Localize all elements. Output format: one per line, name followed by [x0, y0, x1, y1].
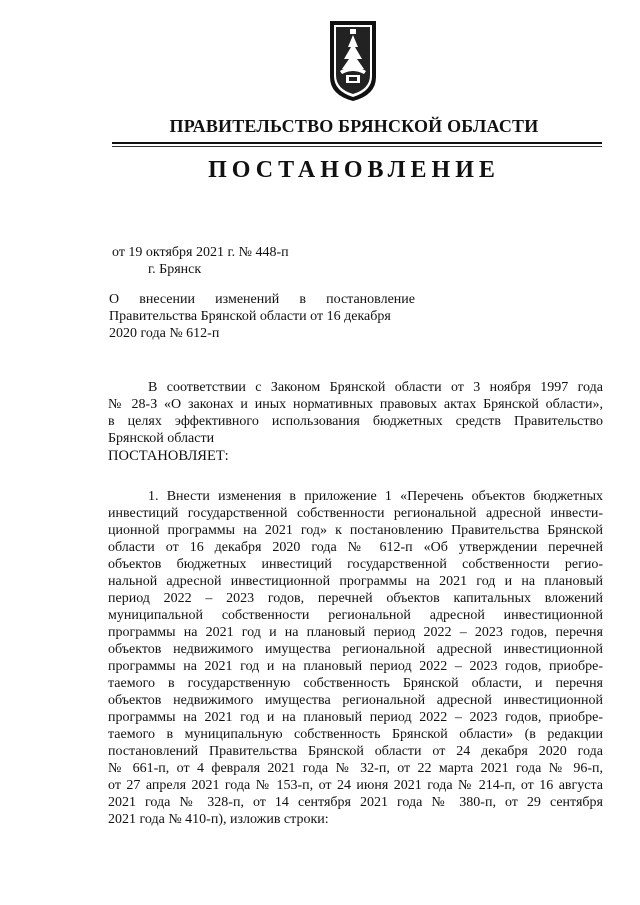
government-title: ПРАВИТЕЛЬСТВО БРЯНСКОЙ ОБЛАСТИ [169, 116, 539, 136]
text-line: программы на 2021 год и на плановый период 2022 – 2023 годов, приобре- [108, 710, 603, 725]
text-line: программы на 2021 год и на плановый период 2022 – 2023 годов, перечня [108, 625, 603, 640]
subject-line: Правительства Брянской области от 16 декабря [109, 309, 391, 324]
text-line: постановлений Правительства Брянской области от 24 декабря 2020 года [108, 744, 603, 759]
text-line: № 661-п, от 4 февраля 2021 года № 32-п, от 22 марта 2021 года № 96-п, [108, 761, 603, 776]
document-type: ПОСТАНОВЛЕНИЕ [208, 157, 500, 183]
text-line: объектов недвижимого имущества региональной адресной инвестиционной [108, 642, 603, 657]
text-line: в целях эффективного использования бюджетных средств Правительство [108, 414, 603, 429]
resolve-word: ПОСТАНОВЛЯЕТ: [108, 448, 229, 464]
text-line: Брянской области [108, 431, 215, 446]
text-line: 1. Внести изменения в приложение 1 «Перечень объектов бюджетных [148, 489, 603, 504]
intro-paragraph [108, 379, 603, 447]
header-rule-thin [112, 146, 602, 147]
subject-line: О внесении изменений в постановление [109, 292, 415, 307]
text-line: 2021 года № 328-п, от 14 сентября 2021 года № 380-п, от 29 сентября [108, 795, 603, 810]
text-line: инвестиций государственной собственности региональной адресной инвести- [108, 506, 603, 521]
text-line: ционной программы на 2021 год» к постановлению Правительства Брянской [108, 523, 603, 538]
subject-block [109, 291, 415, 342]
text-line: муниципальной собственности региональной адресной инвестиционной [108, 608, 603, 623]
text-line: нальной адресной инвестиционной программы на 2021 год и на плановый [108, 574, 603, 589]
text-line: № 28-З «О законах и иных нормативных правовых актах Брянской области», [108, 397, 603, 412]
subject-line: 2020 года № 612-п [109, 326, 220, 341]
text-line: области от 16 декабря 2020 года № 612-п «Об утверждении перечней [108, 540, 603, 555]
text-line: от 27 апреля 2021 года № 153-п, от 24 июня 2021 года № 214-п, от 16 августа [108, 778, 603, 793]
text-line: таемого в муниципальную собственность Брянской области» (в редакции [108, 727, 603, 742]
text-line: таемого в государственную собственность Брянской области, и перечня [108, 676, 603, 691]
text-line: объектов недвижимого имущества региональной адресной инвестиционной [108, 693, 603, 708]
text-line: В соответствии с Законом Брянской области от 3 ноября 1997 года [148, 380, 603, 395]
date-number: от 19 октября 2021 г. № 448-п [112, 245, 289, 260]
text-line: период 2022 – 2023 годов, перечней объектов капитальных вложений [108, 591, 603, 606]
text-line: программы на 2021 год и на плановый период 2022 – 2023 годов, приобре- [108, 659, 603, 674]
main-paragraph [108, 488, 603, 828]
text-line: 2021 года № 410-п), изложив строки: [108, 812, 329, 827]
text-line: объектов бюджетных инвестиций государственной собственности регио- [108, 557, 603, 572]
header-rule-thick [112, 142, 602, 144]
coat-of-arms-icon [328, 19, 378, 102]
city: г. Брянск [148, 262, 202, 277]
